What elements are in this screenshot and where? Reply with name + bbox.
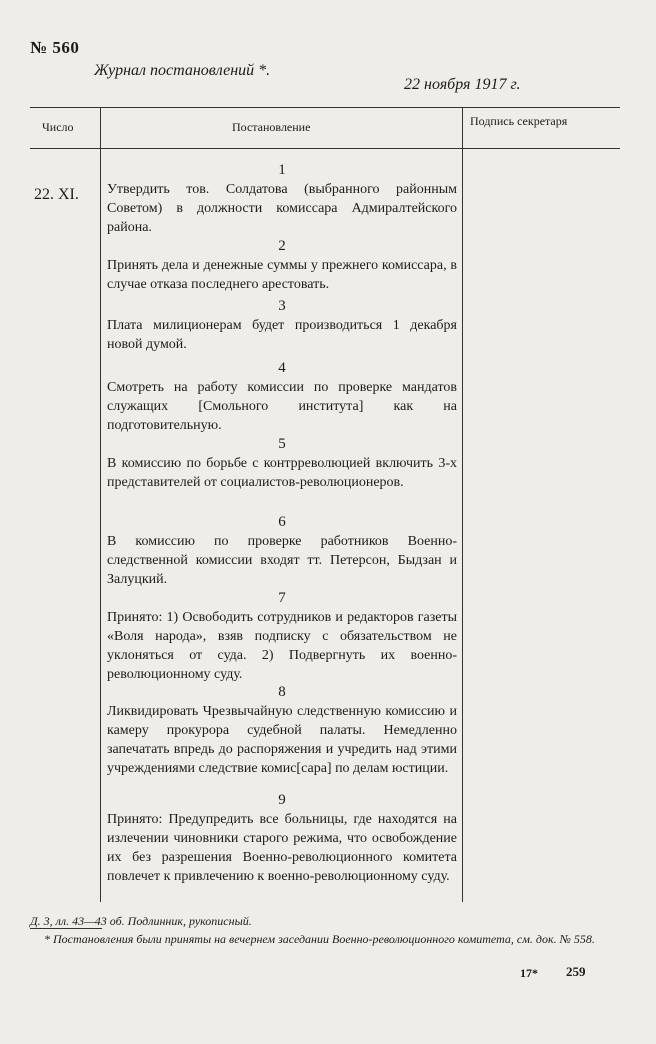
resolution-number: 1 (278, 162, 286, 178)
resolution-item (107, 160, 457, 237)
column-header-date: Число (42, 120, 74, 134)
resolution-item (107, 358, 457, 435)
resolution-text: Принять дела и денежные суммы у прежнего комиссара, в случае отказа последнего арестовать. (107, 258, 457, 292)
table-top-rule (30, 107, 620, 108)
resolution-number: 2 (278, 238, 286, 254)
resolution-text: В комиссию по проверке работников Военно-следственной комиссии входят тт. Петерсон, Быдзан и Залуцкий. (107, 534, 457, 587)
resolution-text: Принято: 1) Освободить сотрудников и редакторов газеты «Воля народа», взяв подписку с обязательством не уклоняться от суда. 2) Подвергнуть их военно-революционному суду. (107, 610, 457, 682)
signature-mark: 17* (520, 966, 538, 980)
document-title: Журнал постановлений *. (94, 62, 271, 79)
column-header-signature: Подпись секретаря (470, 114, 568, 128)
resolution-text: В комиссию по борьбе с контрреволюцией включить 3-х представителей от социалистов-революционеров. (107, 456, 457, 490)
resolution-item (107, 512, 457, 589)
footnote-rule (30, 928, 102, 929)
column-divider-left (100, 107, 101, 902)
resolution-text: Плата милиционерам будет производиться 1 декабря новой думой. (107, 318, 457, 352)
resolution-item (107, 790, 457, 886)
resolution-number: 7 (278, 590, 286, 606)
resolution-item (107, 434, 457, 492)
resolution-number: 3 (278, 298, 286, 314)
document-number: № 560 (30, 38, 80, 57)
source-note: Д. 3, лл. 43—43 об. Подлинник, рукописный. (30, 914, 252, 928)
resolution-item (107, 682, 457, 778)
page-number: 259 (566, 964, 586, 979)
resolution-item (107, 236, 457, 294)
table-date-cell: 22. XI. (34, 186, 79, 203)
resolution-number: 9 (278, 792, 286, 808)
column-header-resolution: Постановление (232, 120, 311, 134)
resolution-text: Смотреть на работу комиссии по проверке мандатов служащих [Смольного института] как на подготовительную. (107, 380, 457, 433)
resolution-number: 8 (278, 684, 286, 700)
footnote: * Постановления были приняты на вечернем заседании Военно-революционного комитета, см. док. № 558. (44, 932, 595, 946)
resolution-text: Принято: Предупредить все больницы, где находятся на излечении чиновники старого режима, что освобождение их без разрешения Военно-революционного комитета повлечет к привлечению к военно-революционному суду. (107, 812, 457, 884)
resolution-item (107, 588, 457, 684)
resolution-text: Утвердить тов. Солдатова (выбранного районным Советом) в должности комиссара Адмиралтейского района. (107, 182, 457, 235)
resolution-number: 4 (278, 360, 286, 376)
resolution-text: Ликвидировать Чрезвычайную следственную комиссию и камеру прокурора судебной палаты. Немедленно запечатать впредь до распоряжения и учредить над этими учреждениями следствие комис[сара] по делам юстиции. (107, 704, 457, 776)
table-header-rule (30, 148, 620, 149)
resolution-number: 5 (278, 436, 286, 452)
resolution-number: 6 (278, 514, 286, 530)
resolution-item (107, 296, 457, 354)
column-divider-right (462, 107, 463, 902)
document-date: 22 ноября 1917 г. (404, 76, 521, 93)
